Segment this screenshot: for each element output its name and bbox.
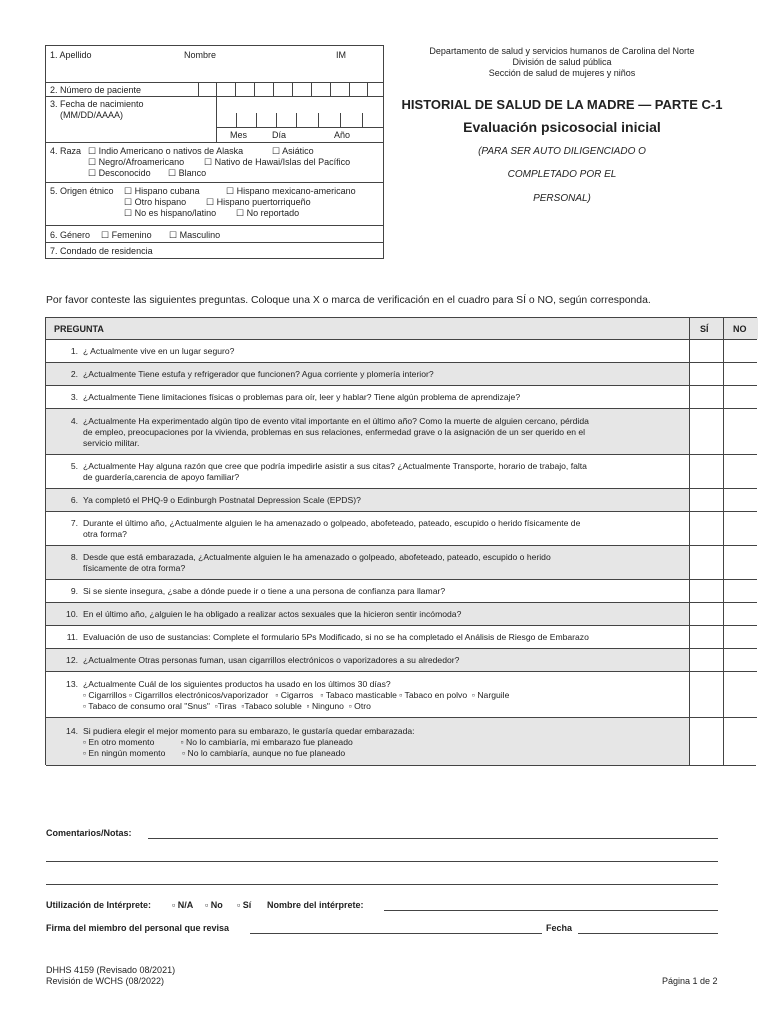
division-name: División de salud pública [512, 57, 612, 67]
answer-si-box[interactable] [689, 580, 724, 602]
header-si: SÍ [700, 324, 709, 334]
patient-info-box [45, 45, 384, 259]
question-row [46, 340, 756, 363]
question-text-line: ¿Actualmente Ha experimentado algún tipo de evento vital importante en el último año? Como la muerte de alguien cercano, pérdida [83, 416, 589, 426]
question-number: 8. [70, 552, 78, 562]
form-title: HISTORIAL DE SALUD DE LA MADRE — PARTE C-1 [401, 97, 723, 112]
question-number: 3. [70, 392, 78, 402]
name-row[interactable] [46, 46, 383, 83]
interpreter-label: Utilización de Intérprete: [46, 900, 152, 910]
question-row [46, 626, 756, 649]
question-text-line: de empleo, preocupaciones por la vivienda, problemas en sus relaciones, enfermedad grave o la asignación de un ser querido en el [83, 427, 586, 437]
race-option-native[interactable]: ☐ Indio Americano o nativos de Alaska [88, 146, 244, 156]
race-option-hawaiian[interactable]: ☐ Nativo de Hawai/Islas del Pacífico [204, 157, 351, 167]
birthdate-label: 3. Fecha de nacimiento [50, 99, 144, 109]
question-text-line: ¿Actualmente Tiene estufa y refrigerador que funcionen? Agua corriente y plomería interior? [83, 369, 434, 379]
page-number: Página 1 de 2 [662, 976, 718, 986]
question-text [83, 679, 687, 712]
question-text-line: Ya completó el PHQ-9 o Edinburgh Postnatal Depression Scale (EPDS)? [83, 495, 361, 505]
table-header [46, 318, 756, 340]
answer-no-box[interactable] [723, 546, 758, 579]
revision-code: Revisión de WCHS (08/2022) [46, 976, 165, 986]
answer-si-box[interactable] [689, 512, 724, 545]
answer-si-box[interactable] [689, 626, 724, 648]
gender-row[interactable] [46, 226, 383, 243]
patient-number-label: 2. Número de paciente [50, 85, 142, 95]
answer-no-box[interactable] [723, 386, 758, 408]
answer-si-box[interactable] [689, 386, 724, 408]
question-number: 2. [70, 369, 78, 379]
question-text-line: ¿Actualmente Hay alguna razón que cree que podría impedirle asistir a sus citas? ¿Actualmente Transporte, horario de trabajo, falta [83, 461, 587, 471]
question-text-line: Evaluación de uso de sustancias: Complete el formulario 5Ps Modificado, si no se ha completado el Análisis de Riesgo de Embarazo [83, 632, 589, 642]
race-option-unknown[interactable]: ☐ Desconocido [88, 168, 151, 178]
question-text-line: Desde que está embarazada, ¿Actualmente alguien le ha amenazado o golpeado, abofeteado, pateado, escupido o herido [83, 552, 551, 562]
answer-si-box[interactable] [689, 409, 724, 454]
question-text [83, 369, 687, 380]
ethnicity-option-other[interactable]: ☐ Otro hispano [124, 197, 187, 207]
ethnicity-option-puertorican[interactable]: ☐ Hispano puertorriqueño [206, 197, 311, 207]
question-text-line: ▫ Tabaco de consumo oral "Snus" ▫Tiras ▫Tabaco soluble ▫ Ninguno ▫ Otro [83, 701, 371, 711]
answer-no-box[interactable] [723, 603, 758, 625]
question-row [46, 363, 756, 386]
question-text-line: otra forma? [83, 529, 127, 539]
question-text [83, 726, 687, 759]
question-number: 9. [70, 586, 78, 596]
question-number: 1. [70, 346, 78, 356]
interpreter-option-si[interactable]: ▫ Sí [237, 900, 252, 910]
question-number: 12. [66, 655, 78, 665]
answer-no-box[interactable] [723, 489, 758, 511]
signature-line[interactable] [250, 933, 542, 934]
question-number: 11. [66, 632, 78, 642]
answer-no-box[interactable] [723, 718, 758, 765]
answer-no-box[interactable] [723, 512, 758, 545]
month-label: Mes [230, 130, 248, 140]
answer-no-box[interactable] [723, 363, 758, 385]
question-row [46, 489, 756, 512]
ethnicity-label: 5. Origen étnico [50, 186, 114, 196]
interpreter-name-line[interactable] [384, 910, 718, 911]
question-text-line: de guardería,carencia de apoyo familiar? [83, 472, 240, 482]
form-note-line1: (PARA SER AUTO DILIGENCIADO O [478, 146, 646, 157]
question-number: 5. [70, 461, 78, 471]
comments-label: Comentarios/Notas: [46, 828, 132, 838]
question-text-line: físicamente de otra forma? [83, 563, 186, 573]
question-text-line: servicio militar. [83, 438, 140, 448]
answer-si-box[interactable] [689, 363, 724, 385]
question-text [83, 609, 687, 620]
question-text [83, 392, 687, 403]
question-row [46, 672, 756, 718]
ethnicity-option-not-reported[interactable]: ☐ No reportado [236, 208, 300, 218]
ethnicity-option-cuban[interactable]: ☐ Hispano cubana [124, 186, 200, 196]
answer-no-box[interactable] [723, 626, 758, 648]
question-text [83, 632, 687, 643]
question-number: 6. [70, 495, 78, 505]
question-row [46, 455, 756, 489]
question-row [46, 718, 756, 766]
answer-si-box[interactable] [689, 489, 724, 511]
answer-si-box[interactable] [689, 672, 724, 717]
header-no: NO [733, 324, 747, 334]
question-text-line: ¿Actualmente Cuál de los siguientes productos ha usado en los últimos 30 días? [83, 679, 391, 689]
ethnicity-option-not-hispanic[interactable]: ☐ No es hispano/latino [124, 208, 217, 218]
question-text [83, 461, 687, 483]
county-label: 7. Condado de residencia [50, 246, 153, 256]
question-number: 10. [66, 609, 78, 619]
comments-line-2[interactable] [46, 861, 718, 862]
race-label: 4. Raza [50, 146, 82, 156]
date-line[interactable] [578, 933, 718, 934]
birthdate-row[interactable] [46, 97, 383, 143]
apellido-label: 1. Apellido [50, 50, 92, 60]
comments-line-1[interactable] [148, 838, 718, 839]
question-number: 4. [70, 416, 78, 426]
answer-no-box[interactable] [723, 340, 758, 362]
form-note-line2: COMPLETADO POR EL [507, 169, 617, 180]
im-label: IM [336, 50, 346, 60]
instructions: Por favor conteste las siguientes preguntas. Coloque una X o marca de verificación en el cuadro para SÍ o NO, según corresponda. [46, 295, 651, 306]
question-text-line: Si pudiera elegir el mejor momento para su embarazo, le gustaría quedar embarazada: [83, 726, 415, 736]
question-text-line: ▫ En ningún momento ▫ No lo cambiaría, aunque no fue planeado [83, 748, 346, 758]
question-row [46, 649, 756, 672]
question-text-line: ¿ Actualmente vive en un lugar seguro? [83, 346, 235, 356]
form-subtitle: Evaluación psicosocial inicial [463, 119, 661, 135]
question-text [83, 518, 687, 540]
interpreter-option-no[interactable]: ▫ No [205, 900, 223, 910]
form-note-line3: PERSONAL) [533, 193, 591, 204]
question-text [83, 416, 687, 449]
question-row [46, 546, 756, 580]
question-row [46, 580, 756, 603]
birthdate-format: (MM/DD/AAAA) [60, 110, 123, 120]
question-text [83, 495, 687, 506]
question-text-line: En el último año, ¿alguien le ha obligado a realizar actos sexuales que la hicieron sentir incómoda? [83, 609, 462, 619]
section-name: Sección de salud de mujeres y niños [488, 68, 636, 78]
question-row [46, 409, 756, 455]
question-row [46, 603, 756, 626]
header-question: PREGUNTA [54, 324, 104, 334]
answer-si-box[interactable] [689, 603, 724, 625]
questions-table [45, 317, 757, 765]
question-number: 13. [66, 679, 78, 689]
county-row[interactable] [46, 243, 383, 259]
question-text [83, 586, 687, 597]
race-option-white[interactable]: ☐ Blanco [168, 168, 207, 178]
question-text-line: Durante el último año, ¿Actualmente alguien le ha amenazado o golpeado, abofeteado, pateado, escupido o herido físicamente de [83, 518, 581, 528]
answer-si-box[interactable] [689, 340, 724, 362]
gender-option-male[interactable]: ☐ Masculino [169, 230, 221, 240]
ethnicity-row[interactable] [46, 183, 383, 226]
gender-option-female[interactable]: ☐ Femenino [101, 230, 152, 240]
interpreter-name-label: Nombre del intérprete: [267, 900, 364, 910]
answer-si-box[interactable] [689, 649, 724, 671]
answer-si-box[interactable] [689, 455, 724, 488]
day-label: Día [272, 130, 287, 140]
answer-si-box[interactable] [689, 718, 724, 765]
answer-si-box[interactable] [689, 546, 724, 579]
answer-no-box[interactable] [723, 409, 758, 454]
question-text-line: ¿Actualmente Tiene limitaciones físicas o problemas para oír, leer y hablar? Tiene algún problema de aprendizaje? [83, 392, 521, 402]
question-text-line: Si se siente insegura, ¿sabe a dónde puede ir o tiene a una persona de confianza para llamar? [83, 586, 446, 596]
question-text-line: ▫ En otro momento ▫ No lo cambiaría, mi embarazo fue planeado [83, 737, 353, 747]
department-name: Departamento de salud y servicios humanos de Carolina del Norte [429, 46, 695, 56]
answer-no-box[interactable] [723, 672, 758, 717]
question-text [83, 552, 687, 574]
question-number: 7. [70, 518, 78, 528]
date-label: Fecha [546, 923, 573, 933]
nombre-label: Nombre [184, 50, 217, 60]
question-text [83, 346, 687, 357]
signature-label: Firma del miembro del personal que revisa [46, 923, 230, 933]
form-code: DHHS 4159 (Revisado 08/2021) [46, 965, 176, 975]
question-text-line: ¿Actualmente Otras personas fuman, usan cigarrillos electrónicos o vaporizadores a su alrededor? [83, 655, 460, 665]
question-row [46, 386, 756, 409]
race-option-black[interactable]: ☐ Negro/Afroamericano [88, 157, 185, 167]
answer-no-box[interactable] [723, 580, 758, 602]
question-number: 14. [66, 726, 78, 736]
ethnicity-option-mexican[interactable]: ☐ Hispano mexicano-americano [226, 186, 356, 196]
answer-no-box[interactable] [723, 455, 758, 488]
race-row[interactable] [46, 143, 383, 183]
question-text-line: ▫ Cigarrillos ▫ Cigarrillos electrónicos/vaporizador ▫ Cigarros ▫ Tabaco masticable ▫ Tabaco en polvo ▫ Narguile [83, 690, 510, 700]
race-option-asian[interactable]: ☐ Asiático [272, 146, 314, 156]
gender-label: 6. Género [50, 230, 91, 240]
interpreter-option-na[interactable]: ▫ N/A [172, 900, 194, 910]
question-row [46, 512, 756, 546]
patient-number-row[interactable] [46, 83, 383, 97]
comments-line-3[interactable] [46, 884, 718, 885]
year-label: Año [334, 130, 351, 140]
question-text [83, 655, 687, 666]
answer-no-box[interactable] [723, 649, 758, 671]
